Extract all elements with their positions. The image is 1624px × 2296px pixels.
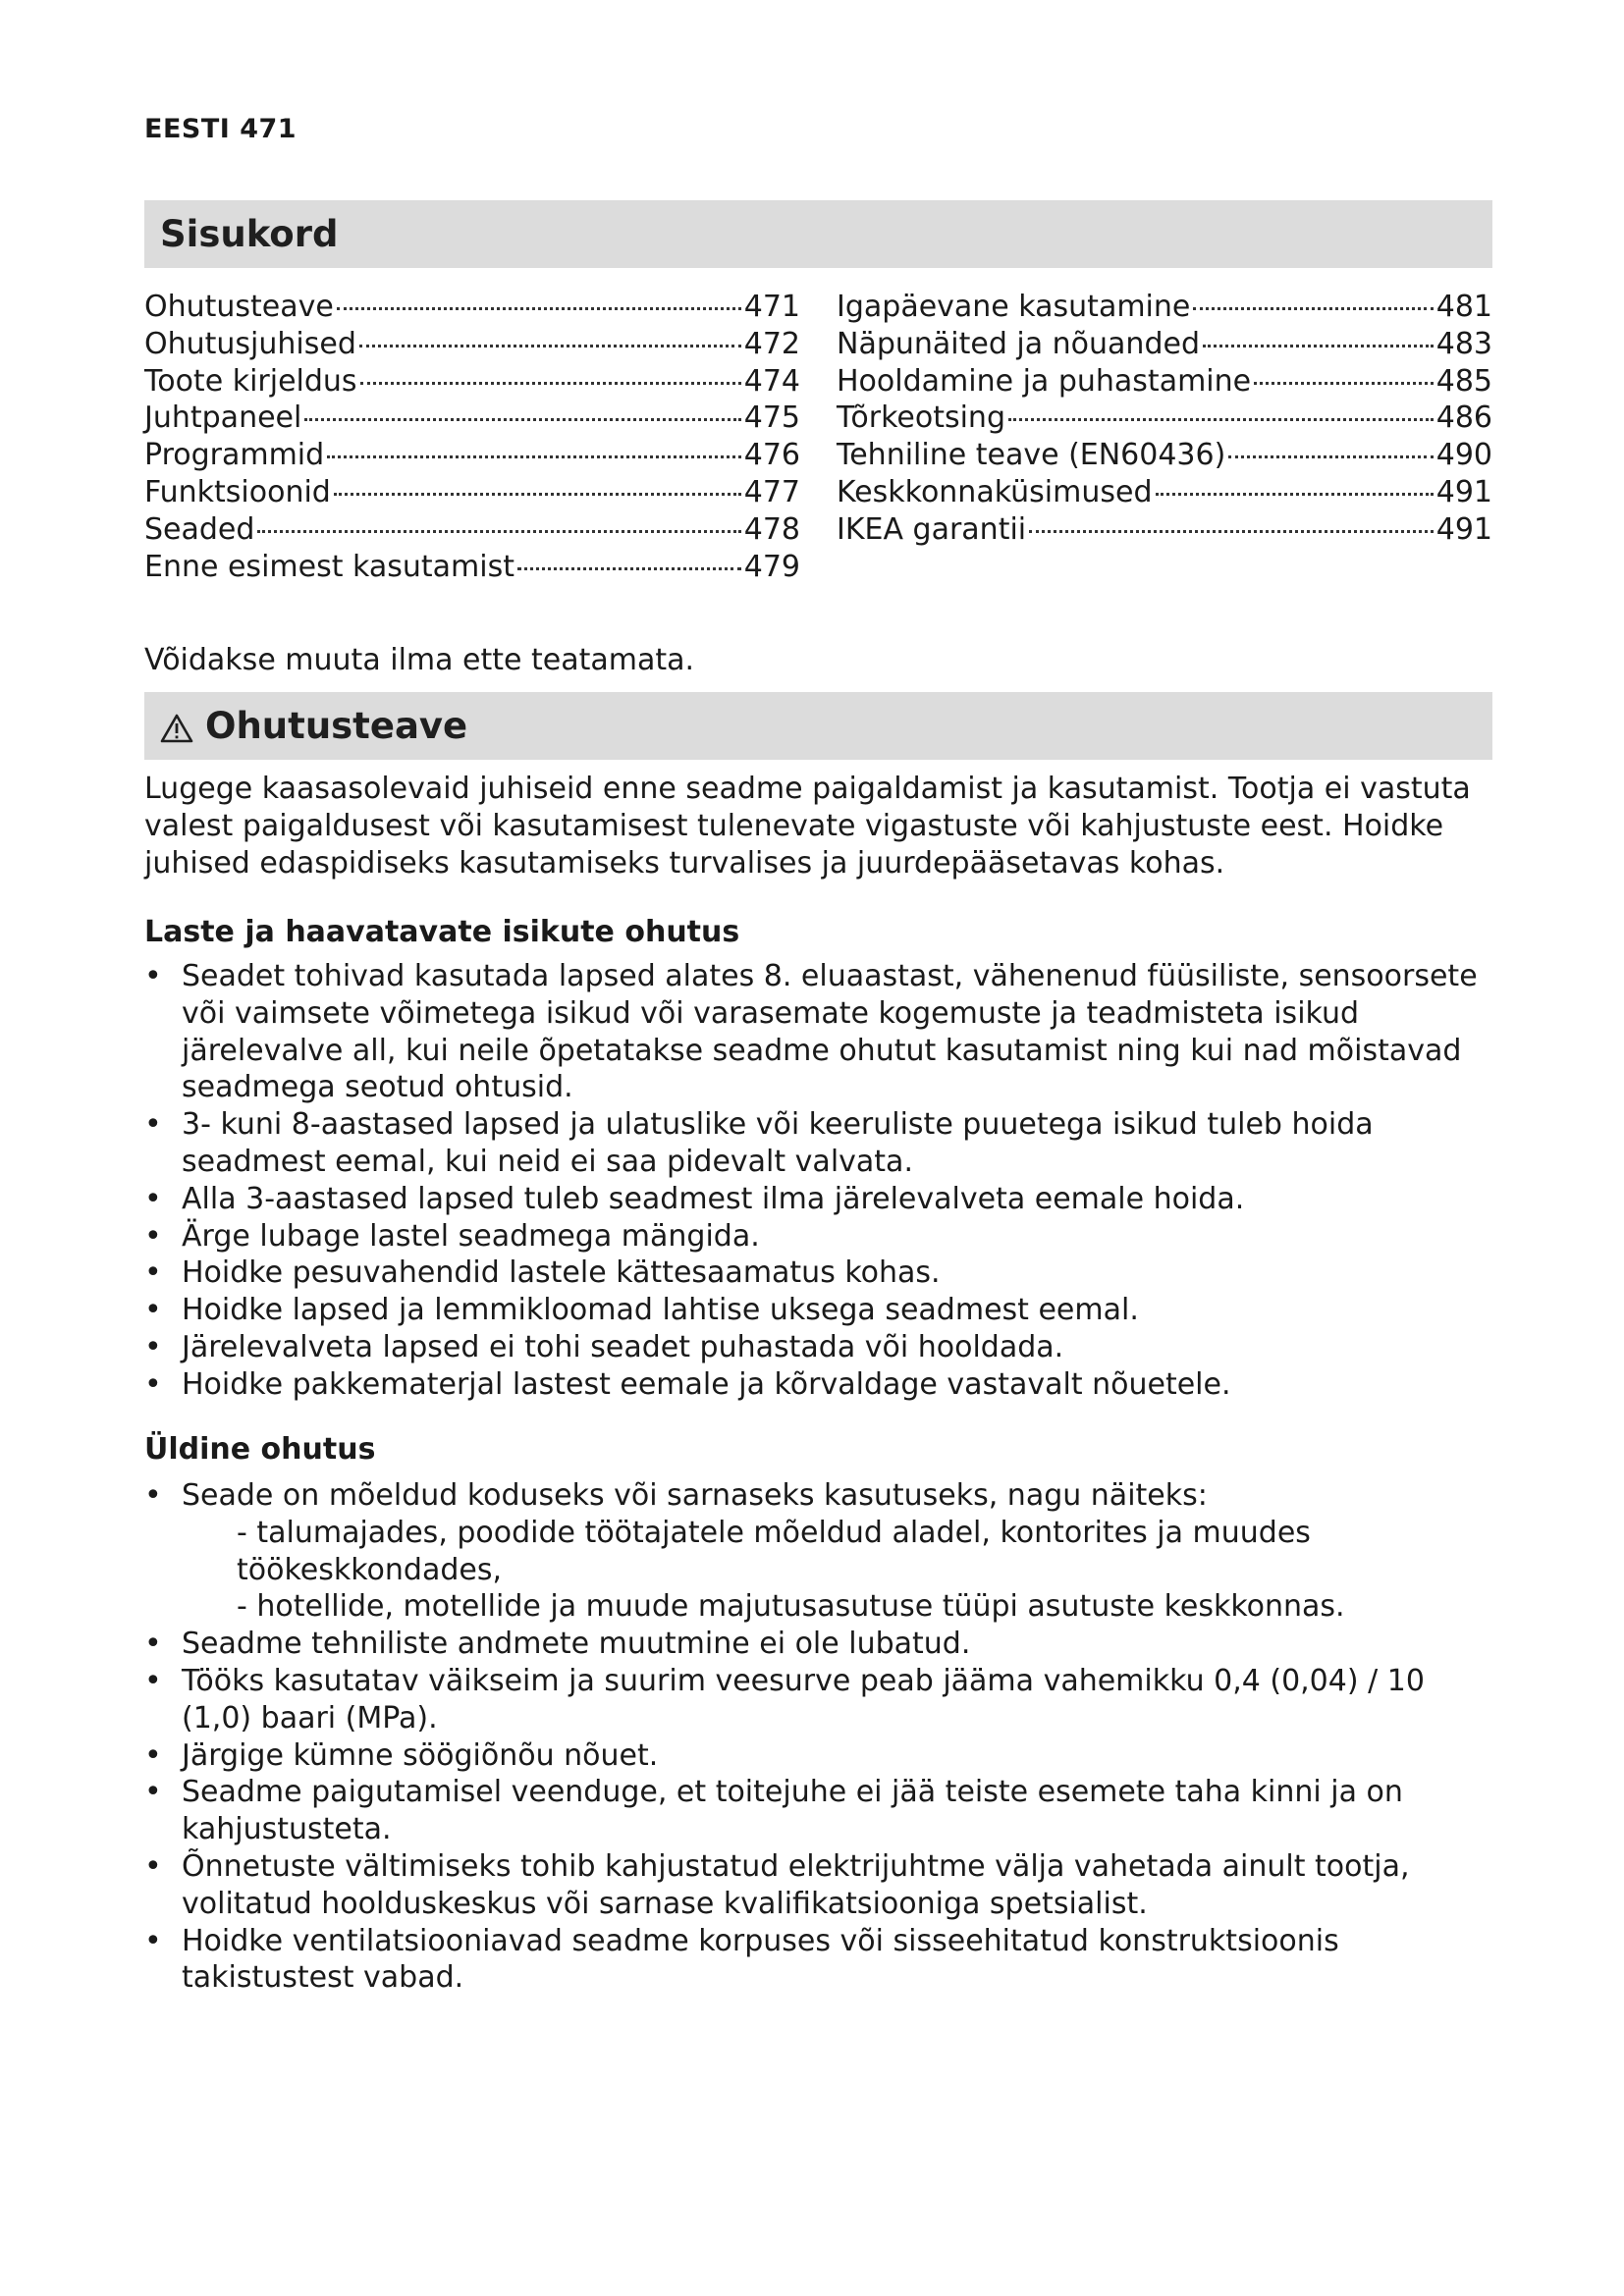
list-item: • 3- kuni 8-aastased lapsed ja ulatuslike või keeruliste puuetega isikud tuleb hoida seadmest eemal, kui neid ei saa pidevalt valvata. — [144, 1106, 1492, 1181]
list-item-text: Seade on mõeldud koduseks või sarnaseks kasutuseks, nagu näiteks: — [182, 1478, 1208, 1513]
toc-entry[interactable]: Juhtpaneel 475 — [144, 400, 800, 436]
warning-triangle-icon — [160, 714, 193, 743]
list-item — [144, 1477, 1492, 1626]
toc-entry[interactable]: Näpunäited ja nõuanded 483 — [837, 326, 1492, 361]
dot-leader — [359, 345, 741, 347]
toc-title: Sisukord — [160, 213, 339, 255]
toc-entry[interactable]: Keskkonnaküsimused 491 — [837, 474, 1492, 509]
dot-leader — [304, 418, 740, 421]
general-safety-list — [144, 1477, 1492, 1997]
list-item: • Hoidke pakkematerjal lastest eemale ja kõrvaldage vastavalt nõuetele. — [144, 1366, 1492, 1404]
toc-entry[interactable]: Igapäevane kasutamine 481 — [837, 290, 1492, 324]
toc-entry[interactable]: Seaded 478 — [144, 511, 800, 547]
dot-leader — [517, 567, 741, 570]
list-item: • Hoidke pesuvahendid lastele kättesaamatus kohas. — [144, 1255, 1492, 1292]
dot-leader — [1203, 345, 1434, 347]
safety-title: Ohutusteave — [205, 705, 468, 747]
toc-title-bar — [144, 200, 1492, 268]
list-item: • Tööks kasutatav väikseim ja suurim veesurve peab jääma vahemikku 0,4 (0,04) / 10 (1,0) baari (MPa). — [144, 1663, 1492, 1737]
toc-entry[interactable]: Enne esimest kasutamist 479 — [144, 549, 800, 584]
toc-right-column — [837, 289, 1492, 585]
dot-leader — [1029, 530, 1434, 533]
list-item: • Ärge lubage lastel seadmega mängida. — [144, 1218, 1492, 1255]
toc-entry[interactable]: Programmid 476 — [144, 438, 800, 473]
toc-entry[interactable]: Tehniline teave (EN60436) 490 — [837, 438, 1492, 473]
change-notice: Võidakse muuta ilma ette teatamata. — [144, 643, 695, 677]
list-item: • Hoidke lapsed ja lemmikloomad lahtise uksega seadmest eemal. — [144, 1292, 1492, 1329]
list-item: • Järelevalveta lapsed ei tohi seadet puhastada või hooldada. — [144, 1329, 1492, 1366]
toc-entry[interactable]: Toote kirjeldus 474 — [144, 363, 800, 399]
list-subitem: - hotellide, motellide ja muude majutusasutuse tüüpi asutuste keskkonnas. — [237, 1589, 1345, 1625]
list-subitem: - talumajades, poodide töötajatele mõeldud aladel, kontorites ja muudes töökeskkondades, — [237, 1515, 1311, 1587]
dot-leader — [1008, 418, 1434, 421]
toc-entry[interactable]: Ohutusjuhised 472 — [144, 326, 800, 361]
safety-intro: Lugege kaasasolevaid juhiseid enne seadme paigaldamist ja kasutamist. Tootja ei vastuta valest paigaldusest või kasutamisest tulenevate vigastuste või kahjustuste eest. Hoidke juhised edaspidiseks kasutamiseks turvalises ja juurdepääsetavas kohas. — [144, 772, 1471, 881]
dot-leader — [1254, 382, 1434, 385]
dot-leader — [1193, 307, 1433, 310]
toc-entry[interactable]: Ohutusteave 471 — [144, 290, 800, 324]
list-item: • Seadme paigutamisel veenduge, et toitejuhe ei jää teiste esemete taha kinni ja on kahjustusteta. — [144, 1774, 1492, 1848]
list-item: • Hoidke ventilatsiooniavad seadme korpuses või sisseehitatud konstruktsioonis takistustest vabad. — [144, 1923, 1492, 1998]
dot-leader — [327, 455, 741, 458]
dot-leader — [337, 307, 741, 310]
toc-left-column — [144, 289, 800, 585]
dot-leader — [334, 493, 741, 496]
dot-leader — [1156, 493, 1434, 496]
toc-entry[interactable]: Hooldamine ja puhastamine 485 — [837, 363, 1492, 399]
list-item: • Alla 3-aastased lapsed tuleb seadmest ilma järelevalveta eemale hoida. — [144, 1181, 1492, 1218]
children-safety-heading: Laste ja haavatavate isikute ohutus — [144, 915, 740, 949]
dot-leader — [1228, 455, 1433, 458]
safety-title-bar — [144, 692, 1492, 760]
toc-entry[interactable]: Funktsioonid 477 — [144, 474, 800, 509]
dot-leader — [257, 530, 740, 533]
table-of-contents — [144, 289, 1492, 585]
children-safety-list — [144, 958, 1492, 1404]
list-item: • Järgige kümne söögiõnõu nõuet. — [144, 1737, 1492, 1775]
list-item: • Seadet tohivad kasutada lapsed alates 8. eluaastast, vähenenud füüsiliste, sensoorsete või vaimsete võimetega isikud või varasemate kogemuste ja teadmisteta isikud järelevalve all, kui neile õpetatakse seadme ohutut kasutamist ning kui nad mõistavad seadmega seotud ohtusid. — [144, 958, 1492, 1106]
toc-entry[interactable]: Tõrkeotsing 486 — [837, 400, 1492, 436]
dot-leader — [360, 382, 741, 385]
general-safety-heading: Üldine ohutus — [144, 1432, 376, 1467]
toc-entry[interactable]: IKEA garantii 491 — [837, 511, 1492, 547]
list-item: • Õnnetuste vältimiseks tohib kahjustatud elektrijuhtme välja vahetada ainult tootja, volitatud hoolduskeskus või sarnase kvalifikatsiooniga spetsialist. — [144, 1848, 1492, 1923]
list-item: • Seadme tehniliste andmete muutmine ei ole lubatud. — [144, 1626, 1492, 1663]
page-header: EESTI 471 — [144, 114, 298, 144]
